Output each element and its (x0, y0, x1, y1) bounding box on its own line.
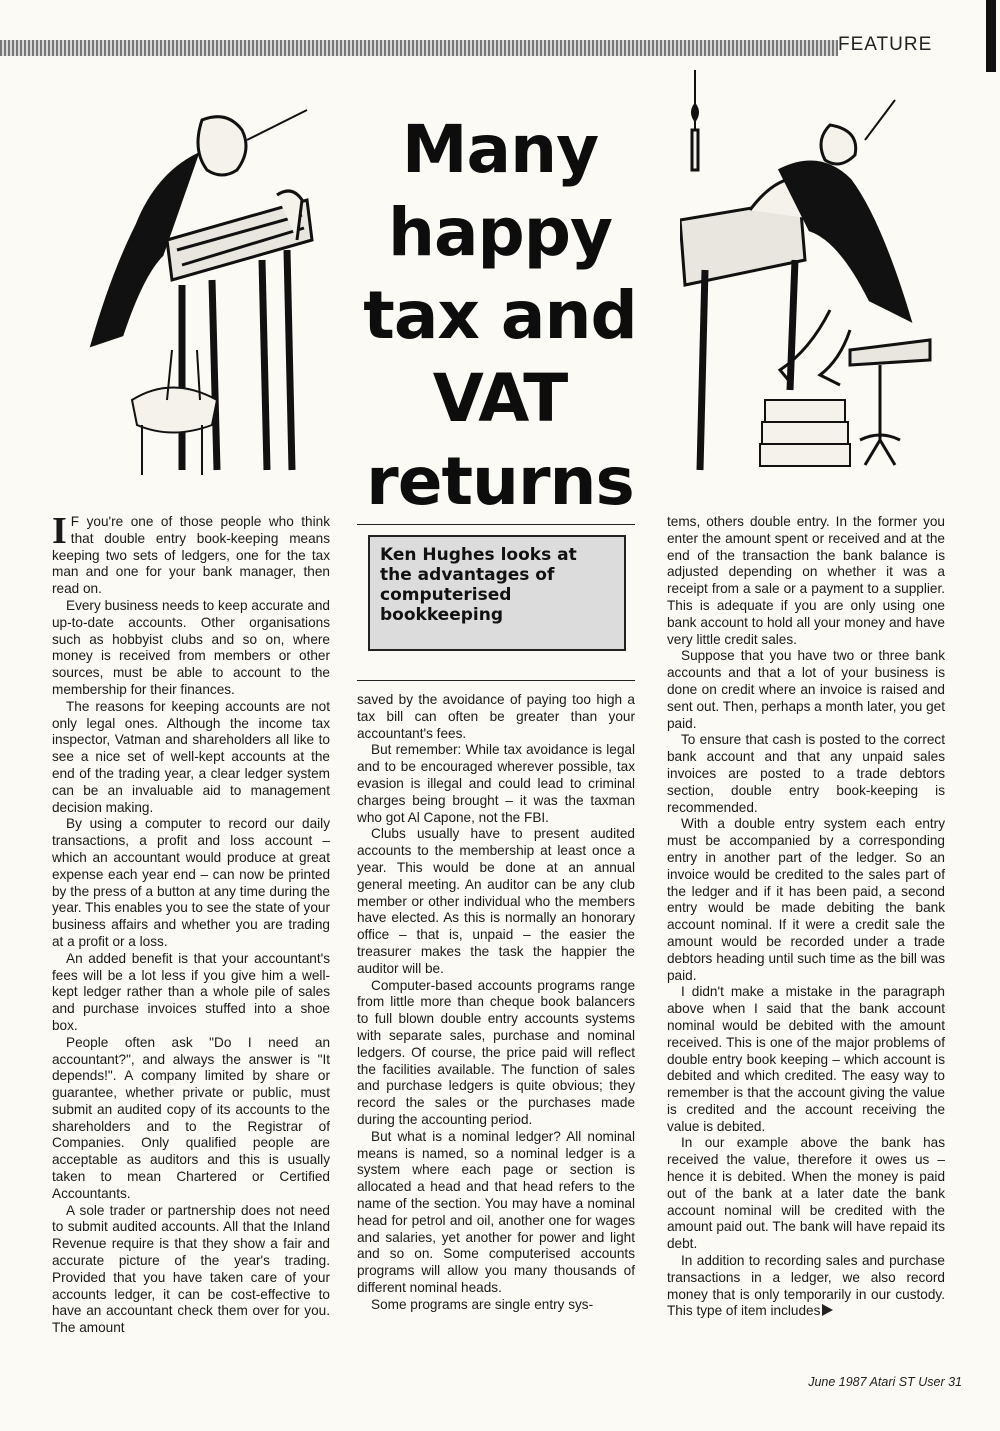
paragraph: Suppose that you have two or three bank accounts and that a lot of your business is done on credit where an invoice is raised and sent out. Then, perhaps a month later, you get paid. (667, 648, 945, 731)
headline (310, 108, 690, 523)
bookkeeper-at-tall-desk-icon (72, 100, 317, 485)
headline-line: VAT (432, 360, 568, 437)
headline-line: happy (387, 194, 613, 271)
paragraph: The reasons for keeping accounts are not only legal ones. Although the income tax inspector, Vatman and shareholders all like to see a nice set of well-kept accounts at the end of the trading year, a clear ledger system can be an invaluable aid to management decision making. (52, 698, 330, 815)
divider (357, 680, 635, 681)
section-header-stripe (0, 40, 838, 56)
paragraph: In our example above the bank has received the value, therefore it owes us – hence it is debited. When the money is paid out of the bank at a later date the bank account nominal will be credited with the amount paid out. The bank will have repaid its debt. (667, 1135, 945, 1252)
paragraph: tems, others double entry. In the former you enter the amount spent or received and at the end of the transaction the bank balance is adjusted depending on whether it was a receipt from a sale or a payment to a supplier. This is adequate if you are only using one bank account to hold all your money and have very little credit sales. (667, 514, 945, 647)
magazine-name: Atari ST User (869, 1375, 945, 1389)
paragraph: Computer-based accounts programs range from little more than cheque book balancers to full blown double entry accounts systems with separate sales, purchase and nominal ledgers. Of course, the price paid will reflect the facilities available. The function of sales and purchase ledgers is quite obvious; they record the sales or the purchases made during the accounting period. (357, 977, 635, 1127)
paragraph: An added benefit is that your accountant's fees will be a lot less if you give him a well-kept ledger rather than a whole pile of sales and purchase invoices stuffed into a shoe box. (52, 950, 330, 1033)
paragraph: I F you're one of those people who think that double entry book-keeping means keeping two sets of ledgers, one for the tax man and one for your bank manager, then read on. (52, 510, 330, 597)
continue-arrow-icon (822, 1304, 833, 1316)
headline-line: tax and (363, 277, 637, 354)
paragraph: A sole trader or partnership does not need to submit audited accounts. All that the Inland Revenue require is that they show a fair and accurate picture of the year's trading. Provided that you have taken care of your accounts ledger, it can be cost-effective to have an accountant check them over for you. The amount (52, 1202, 330, 1336)
headline-line: Many (401, 111, 599, 188)
headline-line: returns (366, 443, 634, 520)
paragraph: Clubs usually have to present audited accounts to the membership at least once a year. This would be done at an annual general meeting. An auditor can be any club member or other individual who the members have elected. As this is normally an honorary office – that is, unpaid – the easier the treasurer makes the task the happier the auditor will be. (357, 826, 635, 976)
issue-date: June 1987 (808, 1375, 867, 1389)
paragraph: Every business needs to keep accurate and up-to-date accounts. Other organisations such as hobbyist clubs and so on, where money is received from members or other sources, must be able to account to the membership for their finances. (52, 597, 330, 697)
article-column-1 (52, 510, 330, 1337)
paragraph: In addition to recording sales and purchase transactions in a ledger, we also record money that is only temporarily in our custody. This type of item includes (667, 1253, 945, 1319)
drop-cap: I (52, 510, 67, 552)
paragraph: With a double entry system each entry must be accompanied by a corresponding entry in another part of the ledger. So an invoice would be credited to the sales part of the ledger and if it has been paid, a second entry would be made debiting the bank account nominal. If it were a credit sale the amount would be recorded under a trade debtors heading until such time as the bill was paid. (667, 816, 945, 983)
bookkeeper-writing-by-candle-icon (680, 70, 950, 480)
paragraph: People often ask "Do I need an accountant?", and always the answer is "It depends!". A company limited by share or guarantee, whether private or public, must submit an audited copy of its accounts to the shareholders and to the Registrar of Companies. Only qualified people are acceptable as auditors and this is usually taken to mean Chartered or Certified Accountants. (52, 1034, 330, 1201)
divider (357, 524, 635, 525)
section-tag: FEATURE (838, 34, 933, 55)
article-column-3 (667, 514, 945, 1320)
edge-marker-bar (986, 0, 996, 72)
article-column-2 (357, 692, 635, 1313)
page-footer (770, 1375, 962, 1389)
paragraph: By using a computer to record our daily transactions, a profit and loss account – which an accountant would produce at great expense each year end – can now be printed by the press of a button at any time during the year. This enables you to see the state of your business affairs and whether you are trading at a profit or a loss. (52, 816, 330, 949)
paragraph: saved by the avoidance of paying too high a tax bill can often be greater than your accountant's fees. (357, 692, 635, 741)
page-number: 31 (948, 1375, 962, 1389)
paragraph: But what is a nominal ledger? All nominal means is named, so a nominal ledger is a system where each page or section is allocated a head and that head refers to the name of the section. You may have a nominal head for petrol and oil, another one for wages and salaries, yet another for power and light and so on. Some computerised accounts programs will allow you many thousands of different nominal heads. (357, 1128, 635, 1295)
paragraph: I didn't make a mistake in the paragraph above when I said that the bank account nominal would be debited with the amount received. This is one of the major problems of double entry book keeping – which account is debited and which credited. The easy way to remember is that the account giving the value is credited and the account receiving the value is debited. (667, 984, 945, 1134)
paragraph: Some programs are single entry sys- (371, 1296, 594, 1312)
paragraph: To ensure that cash is posted to the correct bank account and that any unpaid sales invoices are posted to a trade debtors section, double entry book-keeping is recommended. (667, 732, 945, 815)
paragraph: But remember: While tax avoidance is legal and to be encouraged wherever possible, tax evasion is illegal and could lead to criminal charges being brought – it was the taxman who got Al Capone, not the FBI. (357, 742, 635, 825)
standfirst-box: Ken Hughes looks at the advantages of computerised bookkeeping (368, 535, 626, 651)
